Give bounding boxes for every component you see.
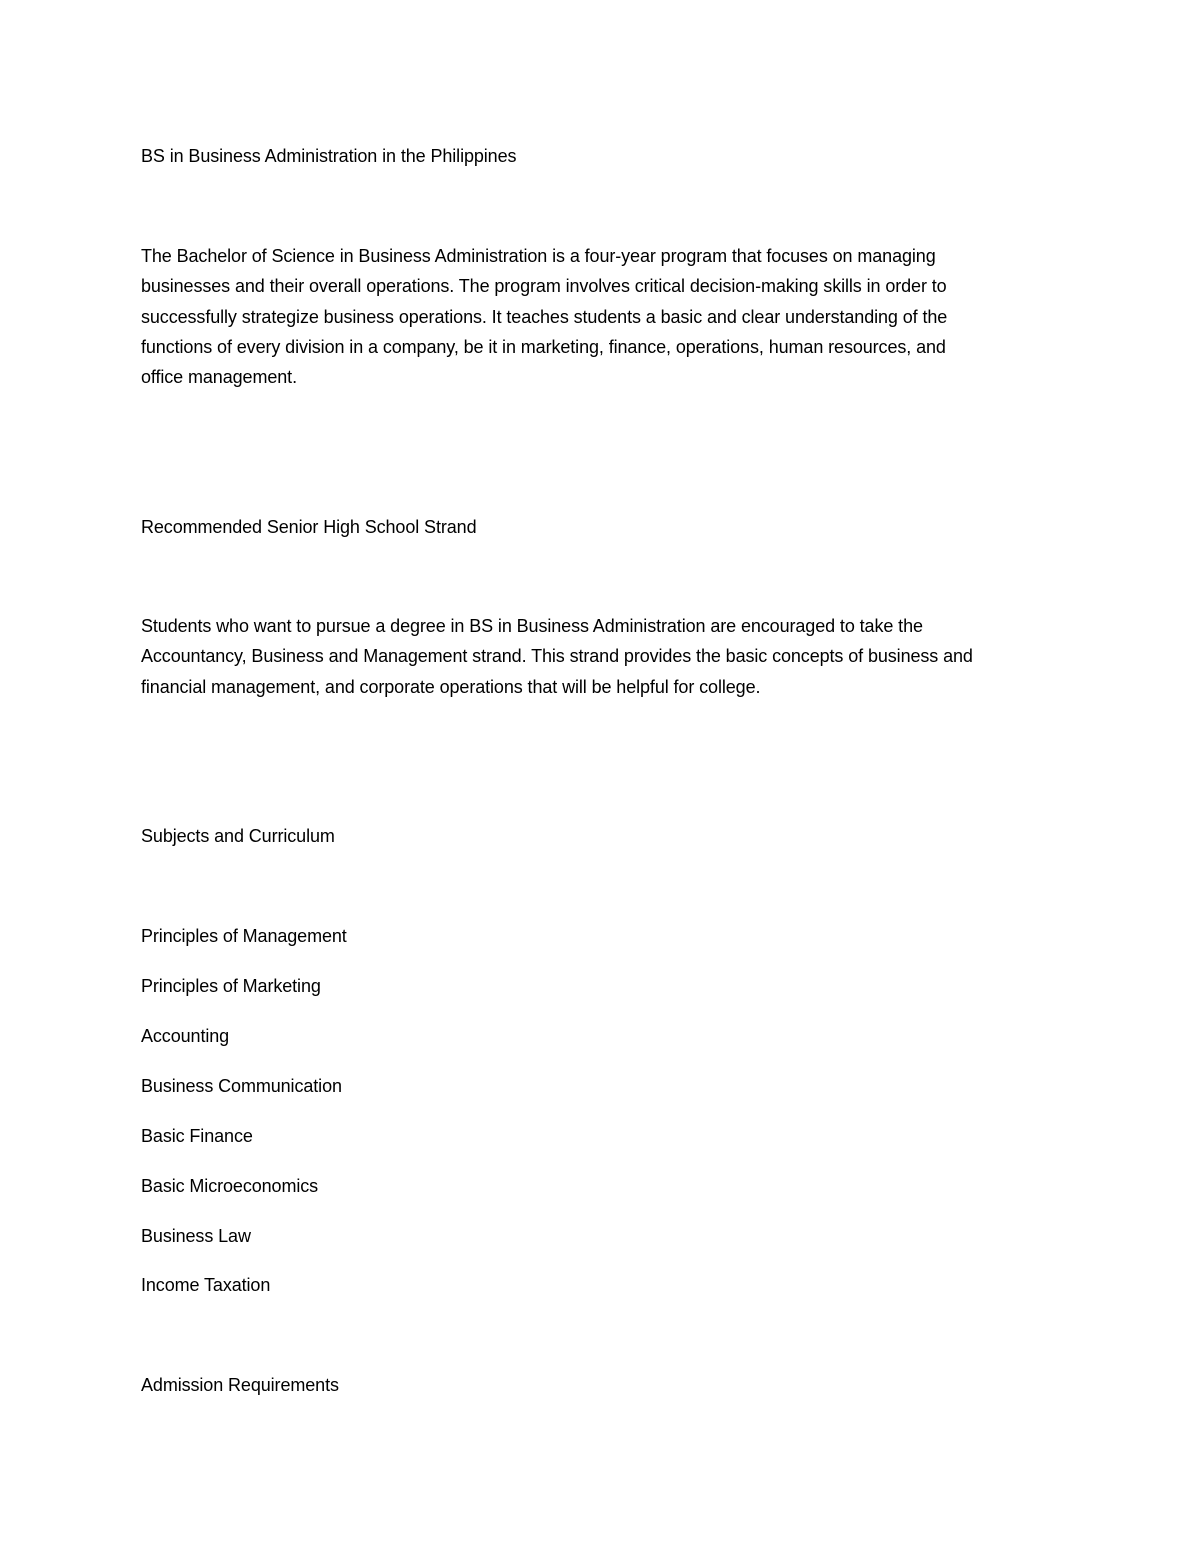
list-item: Income Taxation xyxy=(141,1275,271,1295)
list-item: Business Communication xyxy=(141,1076,342,1096)
intro-line: businesses and their overall operations. The program involves critical decision-making skills in order to xyxy=(141,276,947,297)
admission-heading: Admission Requirements xyxy=(141,1375,339,1395)
list-item: Accounting xyxy=(141,1026,230,1046)
intro-line: successfully strategize business operations. It teaches students a basic and clear understanding of the xyxy=(141,306,948,327)
subjects-heading: Subjects and Curriculum xyxy=(141,826,335,846)
document-title: BS in Business Administration in the Philippines xyxy=(141,146,517,166)
strand-paragraph xyxy=(141,611,1061,702)
list-item: Business Law xyxy=(141,1226,251,1246)
intro-line: The Bachelor of Science in Business Administration is a four-year program that focuses on managing xyxy=(141,246,936,266)
list-item: Principles of Marketing xyxy=(141,976,321,996)
intro-line: office management. xyxy=(141,367,297,388)
strand-line: financial management, and corporate operations that will be helpful for college. xyxy=(141,676,761,697)
strand-line: Accountancy, Business and Management strand. This strand provides the basic concepts of business and xyxy=(141,646,973,667)
intro-paragraph xyxy=(141,241,1061,392)
list-item: Principles of Management xyxy=(141,926,347,946)
list-item: Basic Finance xyxy=(141,1126,253,1146)
intro-line: functions of every division in a company, be it in marketing, finance, operations, human resources, and xyxy=(141,336,946,357)
list-item: Basic Microeconomics xyxy=(141,1176,319,1196)
strand-line: Students who want to pursue a degree in BS in Business Administration are encouraged to take the xyxy=(141,616,923,636)
strand-heading: Recommended Senior High School Strand xyxy=(141,517,477,537)
